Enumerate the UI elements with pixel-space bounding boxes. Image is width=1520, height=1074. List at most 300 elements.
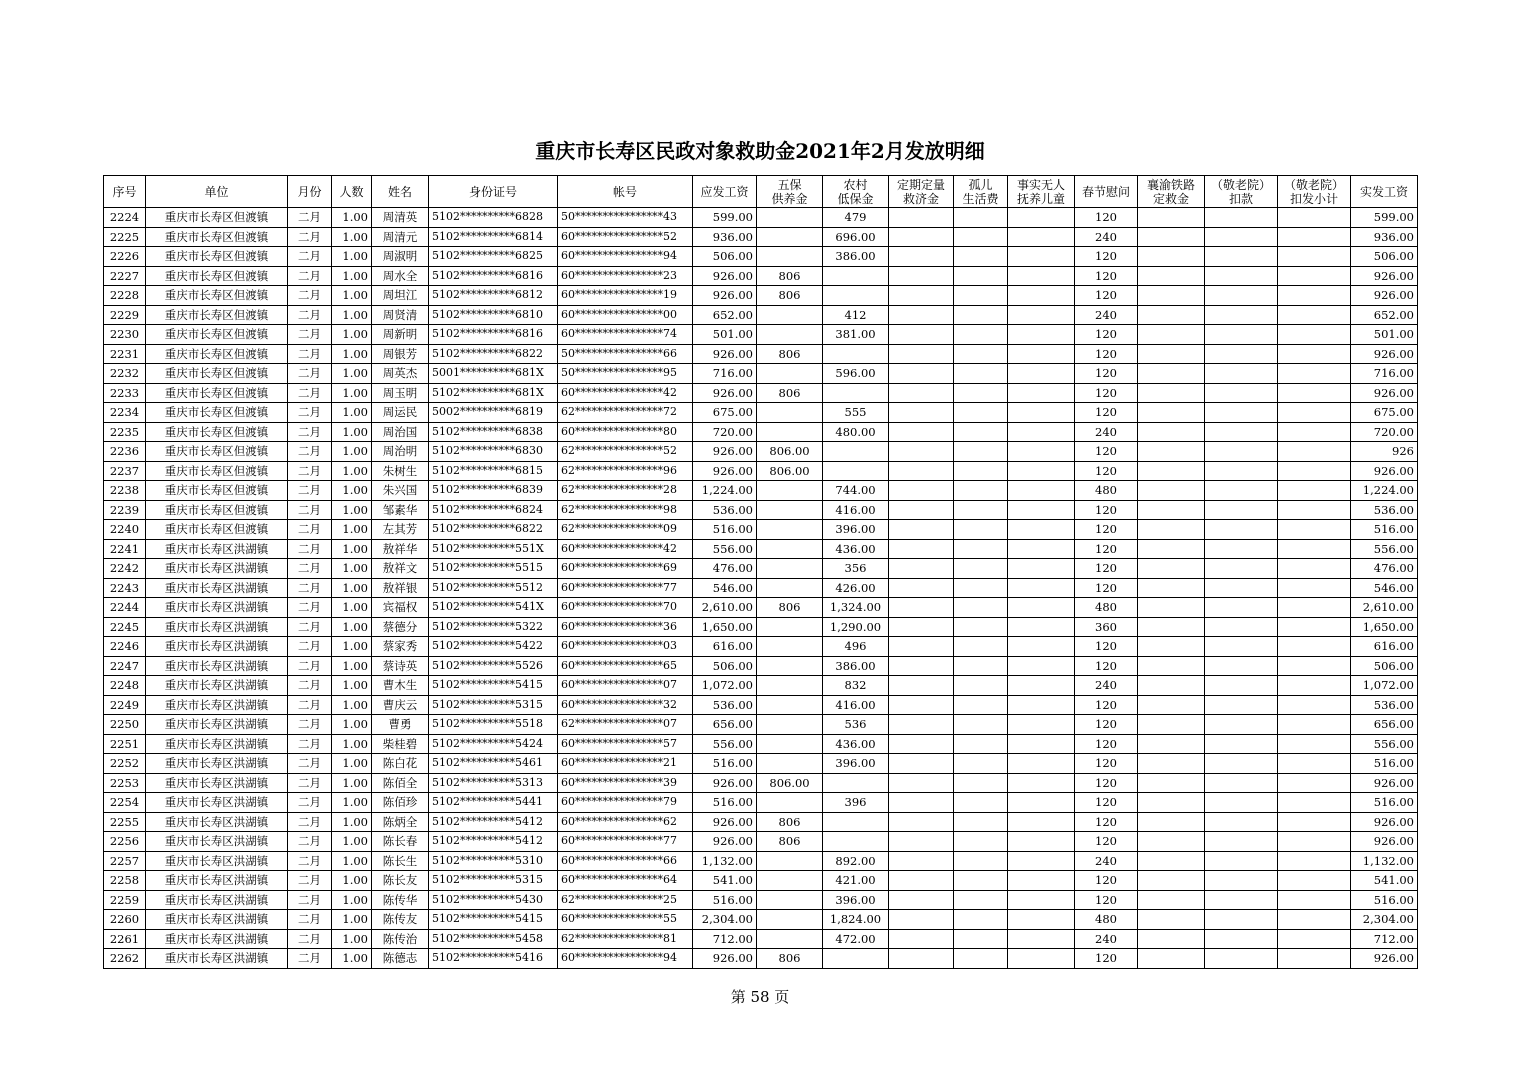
name-cell: 朱树生 — [372, 461, 429, 481]
orphan-cell — [954, 851, 1008, 871]
id-number-cell: 5001**********681X — [429, 364, 558, 384]
month-cell: 二月 — [288, 656, 332, 676]
actual-pay-cell: 926.00 — [1351, 812, 1418, 832]
month-cell: 二月 — [288, 559, 332, 579]
dingliang-cell — [889, 734, 954, 754]
count-cell: 1.00 — [332, 715, 372, 735]
month-cell: 二月 — [288, 598, 332, 618]
unit-cell: 重庆市长寿区洪湖镇 — [146, 637, 288, 657]
dibao-cell — [823, 461, 889, 481]
table-row — [104, 676, 1418, 696]
account-cell: 60****************55 — [558, 910, 693, 930]
actual-pay-cell: 541.00 — [1351, 871, 1418, 891]
deduction-subtotal-cell — [1278, 773, 1351, 793]
id-number-cell: 5102**********6825 — [429, 247, 558, 267]
actual-pay-cell: 516.00 — [1351, 793, 1418, 813]
festival-cell: 240 — [1075, 676, 1138, 696]
deduction-subtotal-cell — [1278, 520, 1351, 540]
dibao-cell: 356 — [823, 559, 889, 579]
wubao-cell: 806 — [757, 266, 823, 286]
festival-cell: 120 — [1075, 715, 1138, 735]
dibao-cell — [823, 773, 889, 793]
row-index: 2240 — [104, 520, 146, 540]
railway-cell — [1138, 676, 1205, 696]
orphan-cell — [954, 227, 1008, 247]
dingliang-cell — [889, 637, 954, 657]
wubao-cell — [757, 422, 823, 442]
id-number-cell: 5102**********6828 — [429, 208, 558, 228]
month-cell: 二月 — [288, 890, 332, 910]
child-cell — [1008, 208, 1075, 228]
id-number-cell: 5102**********5412 — [429, 832, 558, 852]
railway-cell — [1138, 539, 1205, 559]
railway-cell — [1138, 812, 1205, 832]
account-cell: 60****************94 — [558, 949, 693, 969]
wubao-cell — [757, 910, 823, 930]
deduction-cell — [1205, 754, 1278, 774]
dingliang-cell — [889, 617, 954, 637]
id-number-cell: 5102**********6822 — [429, 344, 558, 364]
id-number-cell: 5102**********6812 — [429, 286, 558, 306]
name-cell: 周坦江 — [372, 286, 429, 306]
wubao-cell: 806 — [757, 383, 823, 403]
dibao-cell: 421.00 — [823, 871, 889, 891]
payable-cell: 675.00 — [693, 403, 757, 423]
dibao-cell — [823, 812, 889, 832]
wubao-cell — [757, 578, 823, 598]
festival-cell: 120 — [1075, 461, 1138, 481]
child-cell — [1008, 929, 1075, 949]
account-cell: 60****************32 — [558, 695, 693, 715]
wubao-cell: 806.00 — [757, 461, 823, 481]
count-cell: 1.00 — [332, 793, 372, 813]
railway-cell — [1138, 929, 1205, 949]
actual-pay-cell: 720.00 — [1351, 422, 1418, 442]
deduction-cell — [1205, 676, 1278, 696]
dibao-cell: 412 — [823, 305, 889, 325]
row-index: 2228 — [104, 286, 146, 306]
wubao-cell — [757, 500, 823, 520]
deduction-cell — [1205, 422, 1278, 442]
child-cell — [1008, 910, 1075, 930]
actual-pay-cell: 556.00 — [1351, 734, 1418, 754]
table-row — [104, 539, 1418, 559]
count-cell: 1.00 — [332, 851, 372, 871]
orphan-cell — [954, 949, 1008, 969]
count-cell: 1.00 — [332, 832, 372, 852]
id-number-cell: 5102**********5424 — [429, 734, 558, 754]
deduction-subtotal-cell — [1278, 812, 1351, 832]
orphan-cell — [954, 481, 1008, 501]
id-number-cell: 5102**********541X — [429, 598, 558, 618]
account-cell: 60****************21 — [558, 754, 693, 774]
dibao-cell: 426.00 — [823, 578, 889, 598]
payable-cell: 926.00 — [693, 461, 757, 481]
deduction-cell — [1205, 832, 1278, 852]
actual-pay-cell: 501.00 — [1351, 325, 1418, 345]
orphan-cell — [954, 617, 1008, 637]
name-cell: 邹素华 — [372, 500, 429, 520]
payable-cell: 516.00 — [693, 754, 757, 774]
wubao-cell — [757, 539, 823, 559]
count-cell: 1.00 — [332, 695, 372, 715]
account-cell: 60****************64 — [558, 871, 693, 891]
payable-cell: 541.00 — [693, 871, 757, 891]
deduction-cell — [1205, 208, 1278, 228]
id-number-cell: 5102**********5526 — [429, 656, 558, 676]
railway-cell — [1138, 286, 1205, 306]
row-index: 2224 — [104, 208, 146, 228]
wubao-cell — [757, 754, 823, 774]
count-cell: 1.00 — [332, 676, 372, 696]
id-number-cell: 5102**********5416 — [429, 949, 558, 969]
month-cell: 二月 — [288, 773, 332, 793]
page-number: 第 58 页 — [730, 988, 790, 1006]
row-index: 2254 — [104, 793, 146, 813]
deduction-cell — [1205, 812, 1278, 832]
child-cell — [1008, 500, 1075, 520]
month-cell: 二月 — [288, 949, 332, 969]
deduction-subtotal-cell — [1278, 754, 1351, 774]
row-index: 2248 — [104, 676, 146, 696]
month-cell: 二月 — [288, 715, 332, 735]
actual-pay-cell: 926.00 — [1351, 266, 1418, 286]
orphan-cell — [954, 520, 1008, 540]
month-cell: 二月 — [288, 422, 332, 442]
dibao-cell: 416.00 — [823, 695, 889, 715]
column-header: 月份 — [288, 176, 332, 208]
count-cell: 1.00 — [332, 812, 372, 832]
payable-cell: 712.00 — [693, 929, 757, 949]
id-number-cell: 5102**********6830 — [429, 442, 558, 462]
wubao-cell: 806.00 — [757, 442, 823, 462]
dibao-cell — [823, 383, 889, 403]
deduction-cell — [1205, 910, 1278, 930]
dibao-cell: 480.00 — [823, 422, 889, 442]
festival-cell: 120 — [1075, 520, 1138, 540]
orphan-cell — [954, 442, 1008, 462]
row-index: 2226 — [104, 247, 146, 267]
table-row — [104, 403, 1418, 423]
child-cell — [1008, 890, 1075, 910]
deduction-subtotal-cell — [1278, 442, 1351, 462]
count-cell: 1.00 — [332, 520, 372, 540]
id-number-cell: 5102**********5322 — [429, 617, 558, 637]
unit-cell: 重庆市长寿区洪湖镇 — [146, 949, 288, 969]
dingliang-cell — [889, 539, 954, 559]
actual-pay-cell: 712.00 — [1351, 929, 1418, 949]
deduction-cell — [1205, 695, 1278, 715]
deduction-cell — [1205, 637, 1278, 657]
actual-pay-cell: 1,072.00 — [1351, 676, 1418, 696]
deduction-cell — [1205, 286, 1278, 306]
deduction-cell — [1205, 364, 1278, 384]
account-cell: 62****************72 — [558, 403, 693, 423]
payable-cell: 501.00 — [693, 325, 757, 345]
deduction-subtotal-cell — [1278, 344, 1351, 364]
unit-cell: 重庆市长寿区但渡镇 — [146, 344, 288, 364]
month-cell: 二月 — [288, 266, 332, 286]
payable-cell: 506.00 — [693, 247, 757, 267]
payable-cell: 476.00 — [693, 559, 757, 579]
table-row — [104, 305, 1418, 325]
account-cell: 60****************07 — [558, 676, 693, 696]
name-cell: 陈长友 — [372, 871, 429, 891]
id-number-cell: 5102**********5461 — [429, 754, 558, 774]
deduction-subtotal-cell — [1278, 383, 1351, 403]
account-cell: 60****************19 — [558, 286, 693, 306]
name-cell: 周水全 — [372, 266, 429, 286]
wubao-cell — [757, 227, 823, 247]
payable-cell: 516.00 — [693, 520, 757, 540]
orphan-cell — [954, 383, 1008, 403]
column-header: 单位 — [146, 176, 288, 208]
table-row — [104, 929, 1418, 949]
railway-cell — [1138, 344, 1205, 364]
month-cell: 二月 — [288, 929, 332, 949]
wubao-cell: 806.00 — [757, 773, 823, 793]
deduction-cell — [1205, 266, 1278, 286]
railway-cell — [1138, 266, 1205, 286]
unit-cell: 重庆市长寿区洪湖镇 — [146, 871, 288, 891]
dibao-cell: 536 — [823, 715, 889, 735]
account-cell: 60****************03 — [558, 637, 693, 657]
table-row — [104, 637, 1418, 657]
actual-pay-cell: 536.00 — [1351, 500, 1418, 520]
count-cell: 1.00 — [332, 871, 372, 891]
unit-cell: 重庆市长寿区但渡镇 — [146, 364, 288, 384]
row-index: 2229 — [104, 305, 146, 325]
column-header: 帐号 — [558, 176, 693, 208]
dibao-cell: 1,324.00 — [823, 598, 889, 618]
count-cell: 1.00 — [332, 539, 372, 559]
orphan-cell — [954, 422, 1008, 442]
dingliang-cell — [889, 344, 954, 364]
table-row — [104, 851, 1418, 871]
id-number-cell: 5102**********5515 — [429, 559, 558, 579]
deduction-cell — [1205, 773, 1278, 793]
account-cell: 60****************94 — [558, 247, 693, 267]
dingliang-cell — [889, 559, 954, 579]
deduction-subtotal-cell — [1278, 871, 1351, 891]
festival-cell: 240 — [1075, 305, 1138, 325]
actual-pay-cell: 1,224.00 — [1351, 481, 1418, 501]
month-cell: 二月 — [288, 734, 332, 754]
row-index: 2227 — [104, 266, 146, 286]
count-cell: 1.00 — [332, 442, 372, 462]
wubao-cell — [757, 851, 823, 871]
wubao-cell — [757, 929, 823, 949]
id-number-cell: 5102**********6839 — [429, 481, 558, 501]
account-cell: 60****************77 — [558, 578, 693, 598]
table-row — [104, 617, 1418, 637]
payable-cell: 1,650.00 — [693, 617, 757, 637]
wubao-cell: 806 — [757, 812, 823, 832]
deduction-subtotal-cell — [1278, 656, 1351, 676]
orphan-cell — [954, 871, 1008, 891]
table-row — [104, 520, 1418, 540]
dibao-cell: 496 — [823, 637, 889, 657]
unit-cell: 重庆市长寿区但渡镇 — [146, 520, 288, 540]
payable-cell: 516.00 — [693, 793, 757, 813]
payable-cell: 1,224.00 — [693, 481, 757, 501]
wubao-cell — [757, 364, 823, 384]
unit-cell: 重庆市长寿区但渡镇 — [146, 422, 288, 442]
dingliang-cell — [889, 364, 954, 384]
dibao-cell: 396.00 — [823, 890, 889, 910]
deduction-subtotal-cell — [1278, 266, 1351, 286]
table-row — [104, 481, 1418, 501]
month-cell: 二月 — [288, 539, 332, 559]
name-cell: 蔡家秀 — [372, 637, 429, 657]
row-index: 2234 — [104, 403, 146, 423]
actual-pay-cell: 476.00 — [1351, 559, 1418, 579]
actual-pay-cell: 656.00 — [1351, 715, 1418, 735]
wubao-cell — [757, 617, 823, 637]
table-row — [104, 734, 1418, 754]
unit-cell: 重庆市长寿区但渡镇 — [146, 403, 288, 423]
payable-cell: 926.00 — [693, 949, 757, 969]
name-cell: 敖祥华 — [372, 539, 429, 559]
payable-cell: 926.00 — [693, 832, 757, 852]
dingliang-cell — [889, 461, 954, 481]
table-row — [104, 578, 1418, 598]
table-row — [104, 364, 1418, 384]
dingliang-cell — [889, 832, 954, 852]
name-cell: 陈佰珍 — [372, 793, 429, 813]
count-cell: 1.00 — [332, 617, 372, 637]
name-cell: 周清英 — [372, 208, 429, 228]
festival-cell: 480 — [1075, 481, 1138, 501]
month-cell: 二月 — [288, 208, 332, 228]
row-index: 2233 — [104, 383, 146, 403]
name-cell: 周治国 — [372, 422, 429, 442]
payable-cell: 926.00 — [693, 442, 757, 462]
child-cell — [1008, 949, 1075, 969]
unit-cell: 重庆市长寿区洪湖镇 — [146, 578, 288, 598]
row-index: 2260 — [104, 910, 146, 930]
orphan-cell — [954, 559, 1008, 579]
payable-cell: 599.00 — [693, 208, 757, 228]
dibao-cell: 416.00 — [823, 500, 889, 520]
wubao-cell — [757, 656, 823, 676]
child-cell — [1008, 247, 1075, 267]
dingliang-cell — [889, 715, 954, 735]
id-number-cell: 5102**********6815 — [429, 461, 558, 481]
count-cell: 1.00 — [332, 305, 372, 325]
railway-cell — [1138, 734, 1205, 754]
account-cell: 62****************98 — [558, 500, 693, 520]
table-row — [104, 461, 1418, 481]
wubao-cell: 806 — [757, 286, 823, 306]
column-header: 人数 — [332, 176, 372, 208]
festival-cell: 360 — [1075, 617, 1138, 637]
row-index: 2237 — [104, 461, 146, 481]
name-cell: 敖祥文 — [372, 559, 429, 579]
dingliang-cell — [889, 442, 954, 462]
table-header-row — [104, 176, 1418, 208]
unit-cell: 重庆市长寿区洪湖镇 — [146, 910, 288, 930]
deduction-subtotal-cell — [1278, 617, 1351, 637]
table-row — [104, 325, 1418, 345]
festival-cell: 240 — [1075, 422, 1138, 442]
child-cell — [1008, 637, 1075, 657]
unit-cell: 重庆市长寿区但渡镇 — [146, 286, 288, 306]
count-cell: 1.00 — [332, 208, 372, 228]
festival-cell: 120 — [1075, 773, 1138, 793]
child-cell — [1008, 695, 1075, 715]
deduction-subtotal-cell — [1278, 422, 1351, 442]
dingliang-cell — [889, 929, 954, 949]
orphan-cell — [954, 910, 1008, 930]
row-index: 2239 — [104, 500, 146, 520]
count-cell: 1.00 — [332, 656, 372, 676]
dingliang-cell — [889, 890, 954, 910]
id-number-cell: 5102**********5315 — [429, 871, 558, 891]
orphan-cell — [954, 403, 1008, 423]
count-cell: 1.00 — [332, 422, 372, 442]
row-index: 2253 — [104, 773, 146, 793]
page-title: 重庆市长寿区民政对象救助金2021年2月发放明细 — [535, 139, 985, 163]
deduction-cell — [1205, 442, 1278, 462]
wubao-cell: 806 — [757, 598, 823, 618]
row-index: 2231 — [104, 344, 146, 364]
festival-cell: 120 — [1075, 734, 1138, 754]
row-index: 2246 — [104, 637, 146, 657]
payable-cell: 720.00 — [693, 422, 757, 442]
name-cell: 蔡诗英 — [372, 656, 429, 676]
table-row — [104, 812, 1418, 832]
deduction-subtotal-cell — [1278, 890, 1351, 910]
table-row — [104, 793, 1418, 813]
column-header: 序号 — [104, 176, 146, 208]
month-cell: 二月 — [288, 344, 332, 364]
count-cell: 1.00 — [332, 403, 372, 423]
unit-cell: 重庆市长寿区但渡镇 — [146, 247, 288, 267]
count-cell: 1.00 — [332, 637, 372, 657]
month-cell: 二月 — [288, 500, 332, 520]
dingliang-cell — [889, 910, 954, 930]
dingliang-cell — [889, 403, 954, 423]
festival-cell: 120 — [1075, 578, 1138, 598]
payable-cell: 556.00 — [693, 734, 757, 754]
deduction-subtotal-cell — [1278, 793, 1351, 813]
column-header: 五保 供养金 — [757, 176, 823, 208]
id-number-cell: 5102**********5415 — [429, 676, 558, 696]
name-cell: 陈炳全 — [372, 812, 429, 832]
railway-cell — [1138, 383, 1205, 403]
count-cell: 1.00 — [332, 286, 372, 306]
festival-cell: 120 — [1075, 539, 1138, 559]
deduction-subtotal-cell — [1278, 715, 1351, 735]
actual-pay-cell: 926.00 — [1351, 383, 1418, 403]
child-cell — [1008, 344, 1075, 364]
deduction-cell — [1205, 559, 1278, 579]
orphan-cell — [954, 695, 1008, 715]
orphan-cell — [954, 539, 1008, 559]
id-number-cell: 5102**********6816 — [429, 266, 558, 286]
payable-cell: 546.00 — [693, 578, 757, 598]
dingliang-cell — [889, 305, 954, 325]
count-cell: 1.00 — [332, 598, 372, 618]
dibao-cell: 436.00 — [823, 539, 889, 559]
railway-cell — [1138, 754, 1205, 774]
payable-cell: 506.00 — [693, 656, 757, 676]
actual-pay-cell: 926.00 — [1351, 773, 1418, 793]
orphan-cell — [954, 364, 1008, 384]
festival-cell: 240 — [1075, 227, 1138, 247]
dibao-cell — [823, 949, 889, 969]
